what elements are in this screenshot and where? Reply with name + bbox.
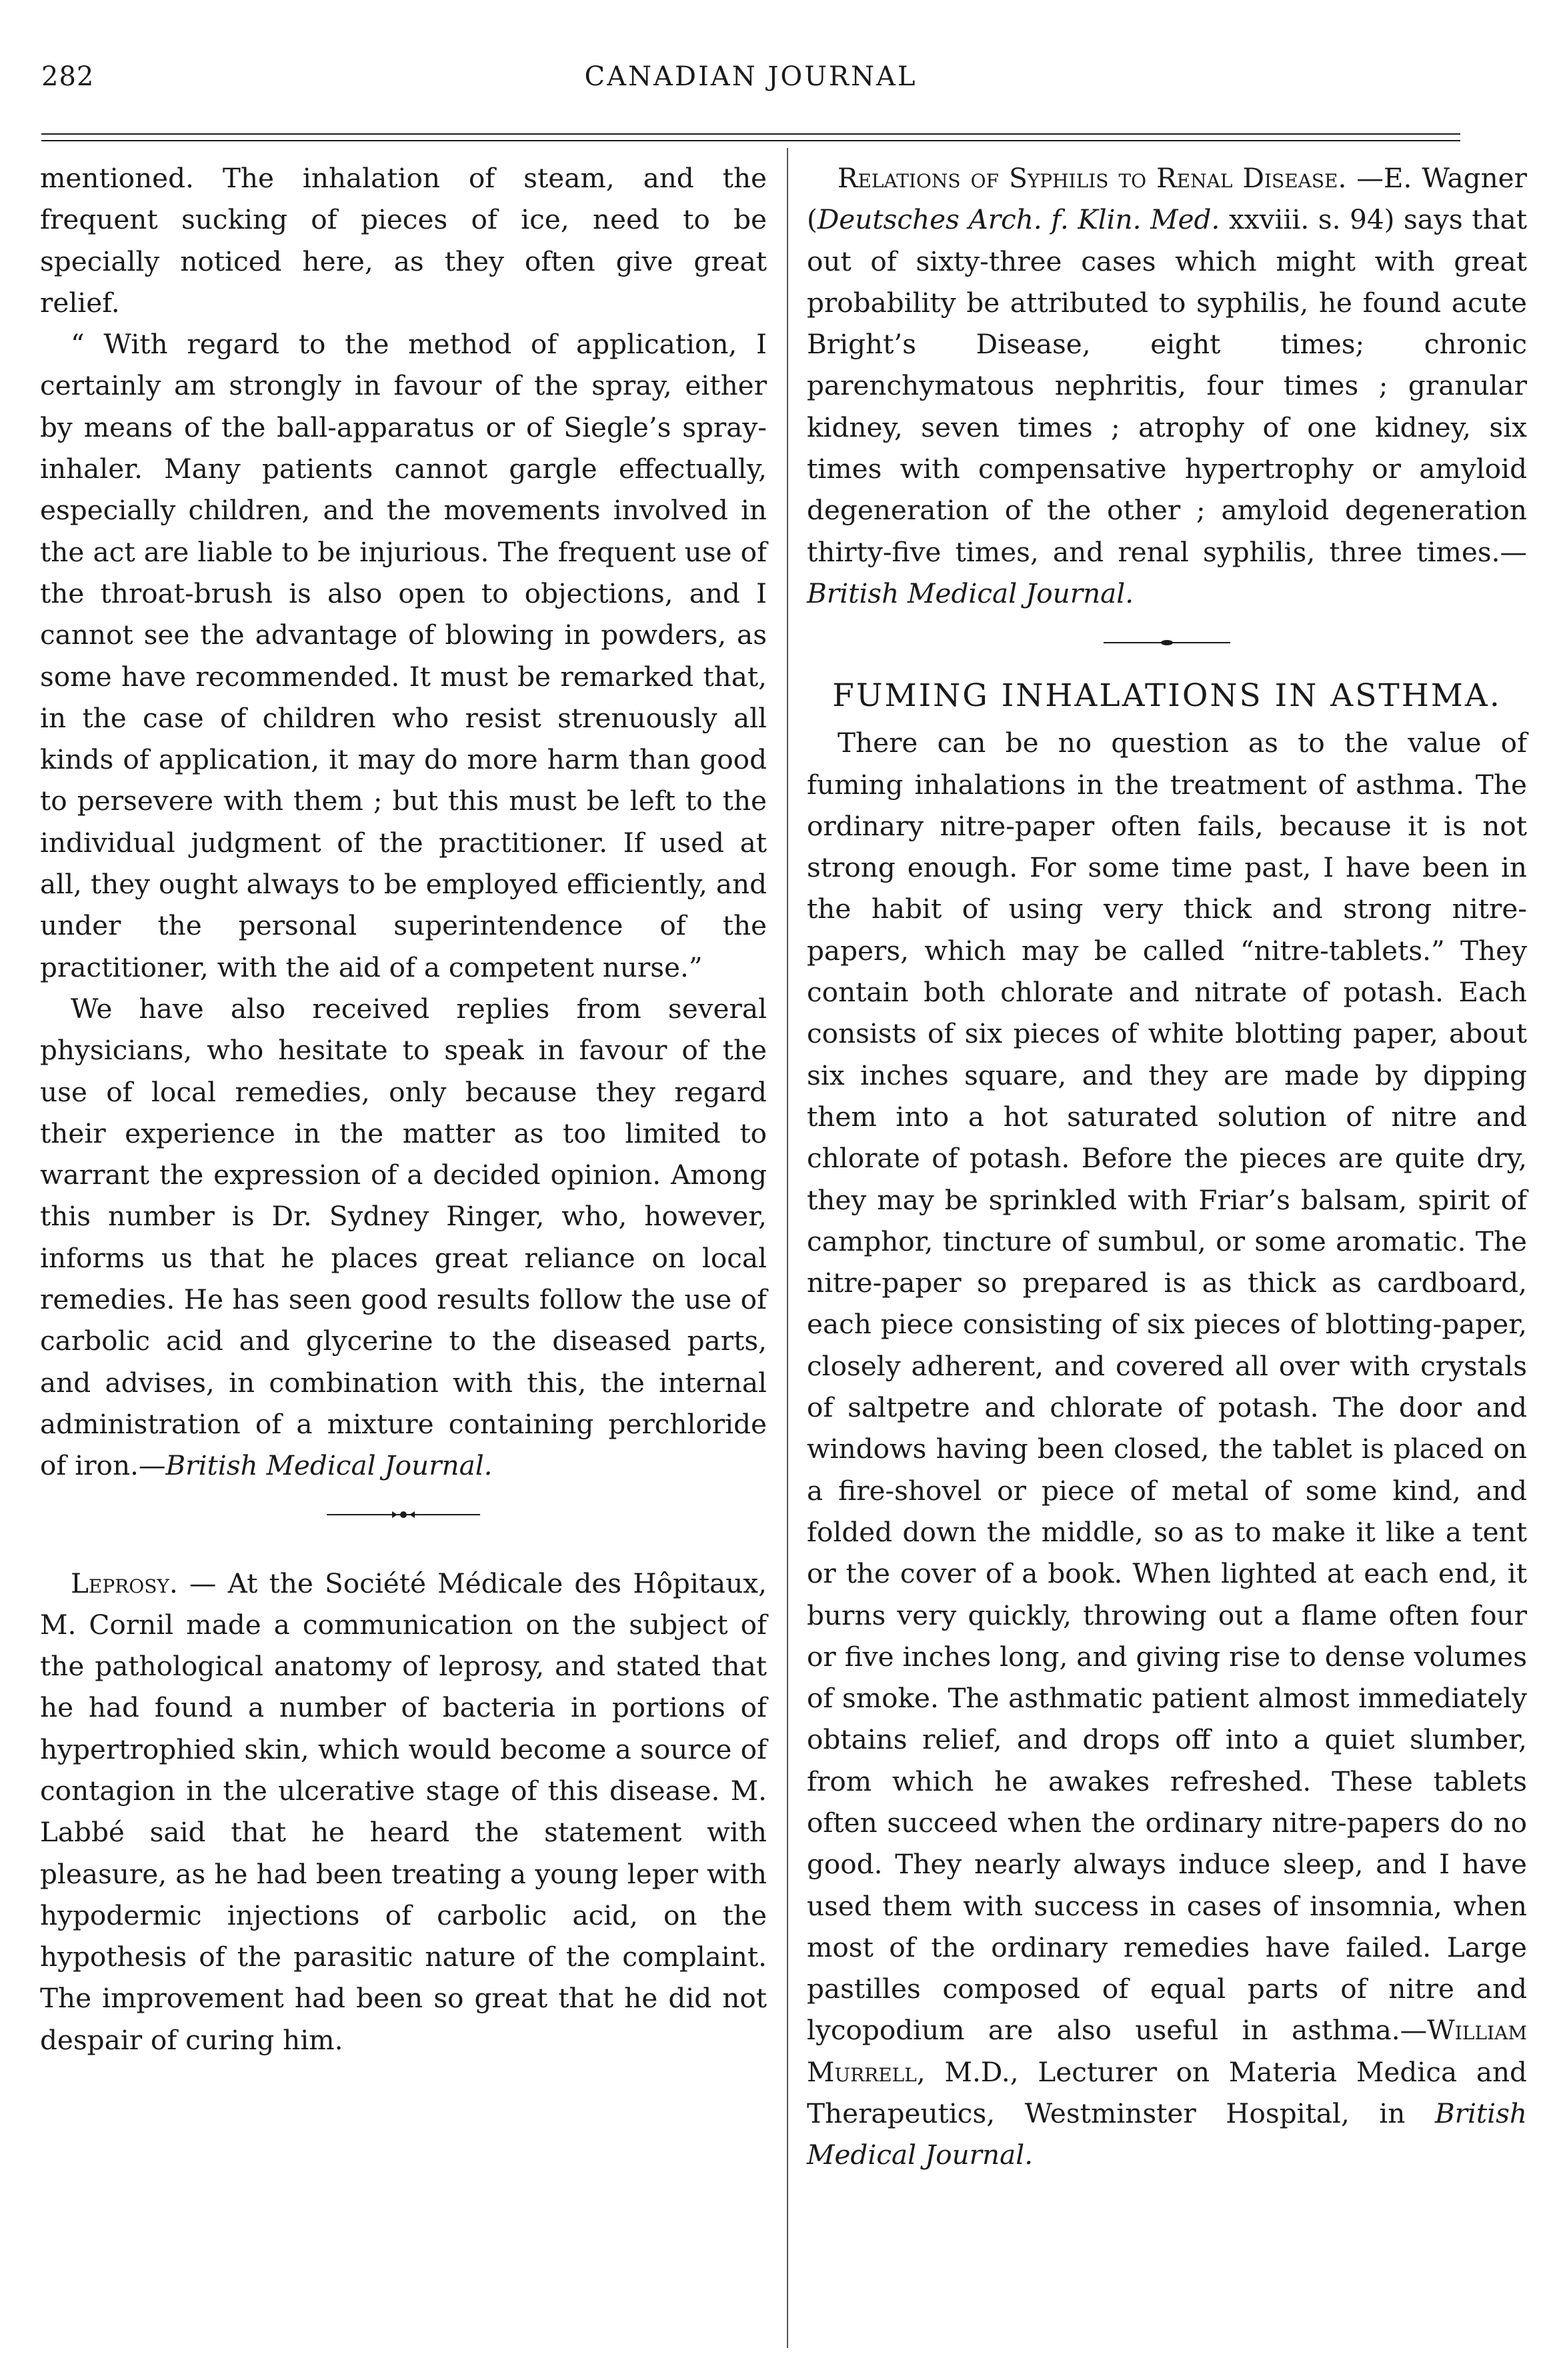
- section-ornament-right: [807, 621, 1527, 662]
- running-title: CANADIAN JOURNAL: [584, 61, 918, 92]
- leprosy-text: — At the Société Médicale des Hôpitaux, M. Cornil made a communication on the subject of the pathological anatomy of leprosy, and stated that he had found a number of bacteria in portions of hypertrophied skin, which would become a source of contagion in the ulcerative stage of this disease. M. Labbé said that he heard the statement with pleasure, as he had been treating a young leper with hypodermic injections of carbolic acid, on the hypothesis of the parasitic nature of the complaint. The improvement had been so great that he did not despair of curing him.: [40, 1567, 767, 2056]
- right-column: [807, 157, 1527, 2176]
- replies-text: We have also received replies from several physicians, who hesitate to speak in favour of the use of local remedies, only because they regard their experience in the matter as too limited to warrant the expression of a decided opinion. Among this number is Dr. Sydney Ringer, who, however, informs us that he places great reliance on local remedies. He has seen good results follow the use of carbolic acid and glycerine to the diseased parts, and advises, in combination with this, the internal administration of a mixture containing perchloride of iron.—: [40, 992, 767, 1482]
- syphilis-journal: Deutsches Arch. f. Klin. Med.: [817, 203, 1220, 236]
- paragraph-syphilis: [807, 157, 1527, 614]
- syphilis-source: British Medical Journal.: [807, 577, 1134, 609]
- paragraph-replies: [40, 988, 767, 1487]
- page-header: [41, 61, 1460, 115]
- syphilis-author: —E. Wagner (: [807, 162, 1527, 236]
- leprosy-heading: Leprosy.: [71, 1567, 178, 1599]
- page-number: 282: [41, 61, 95, 92]
- paragraph-asthma: [807, 722, 1527, 2175]
- paragraph-inhalation: mentioned. The inhalation of steam, and the frequent sucking of pieces of ice, need to be specially noticed here, as they often give great relief.: [40, 162, 767, 319]
- paragraph-leprosy: [40, 1563, 767, 2061]
- header-rule-top: [41, 133, 1460, 135]
- replies-source: British Medical Journal.: [165, 1449, 493, 1482]
- asthma-author: William Murrell: [807, 2014, 1527, 2088]
- column-divider: [787, 148, 788, 2348]
- article-title: FUMING INHALATIONS IN ASTHMA.: [832, 677, 1502, 715]
- asthma-source: British Medical Journal.: [807, 2097, 1527, 2171]
- syphilis-heading: Relations of Syphilis to Renal Disease.: [838, 162, 1347, 194]
- spacer: [40, 1541, 767, 1563]
- ornament-rule-icon: [1104, 637, 1230, 648]
- paragraph-application-quote: “ With regard to the method of application, I certainly am strongly in favour of the spray, either by means of the ball-apparatus or of Siegle’s spray-inhaler. Many patients cannot gargle effectually, especially children, and the movements involved in the act are liable to be injurious. The frequent use of the throat-brush is also open to objections, and I cannot see the advantage of blowing in powders, as some have recommended. It must be remarked that, in the case of children who resist strenuously all kinds of application, it may do more harm than good to persevere with them ; but this must be left to the individual judgment of the practitioner. If used at all, they ought always to be employed efficiently, and under the personal superintendence of the practitioner, with the aid of a competent nurse.”: [40, 328, 767, 983]
- asthma-credit: , M.D., Lecturer on Materia Medica and Therapeutics, Westminster Hospital, in: [807, 2055, 1527, 2130]
- section-ornament: [40, 1493, 767, 1535]
- header-rule-bottom: [41, 140, 1460, 141]
- ornament-rule-icon: [327, 1508, 480, 1521]
- asthma-text: There can be no question as to the value of fuming inhalations in the treatment of asthma. The ordinary nitre-paper often fails, because it is not strong enough. For some time past, I have been in the habit of using very thick and strong nitre-papers, which may be called “nitre-tablets.” They contain both chlorate and nitrate of potash. Each consists of six pieces of white blotting paper, about six inches square, and they are made by dipping them into a hot saturated solution of nitre and chlorate of potash. Before the pieces are quite dry, they may be sprinkled with Friar’s balsam, spirit of camphor, tincture of sumbul, or some aromatic. The nitre-paper so prepared is as thick as cardboard, each piece consisting of six pieces of blotting-paper, closely adherent, and covered all over with crystals of saltpetre and chlorate of potash. The door and windows having been closed, the tablet is placed on a fire-shovel or piece of metal of some kind, and folded down the middle, so as to make it like a tent or the cover of a book. When lighted at each end, it burns very quickly, throwing out a flame often four or five inches long, and giving rise to dense volumes of smoke. The asthmatic patient almost immediately obtains relief, and drops off into a quiet slumber, from which he awakes refreshed. These tablets often succeed when the ordinary nitre-papers do no good. They nearly always induce sleep, and I have used them with success in cases of insomnia, when most of the ordinary remedies have failed. Large pastilles composed of equal parts of nitre and lycopodium are also useful in asthma.—: [807, 727, 1527, 2047]
- left-column: [40, 157, 767, 2061]
- syphilis-text: xxviii. s. 94) says that out of sixty-three cases which might with great probability be attributed to syphilis, he found acute Bright’s Disease, eight times; chronic parenchymatous nephritis, four times ; granular kidney, seven times ; atrophy of one kidney, six times with compensative hypertrophy or amyloid degeneration of the other ; amyloid degeneration thirty-five times, and renal syphilis, three times.—: [807, 203, 1528, 568]
